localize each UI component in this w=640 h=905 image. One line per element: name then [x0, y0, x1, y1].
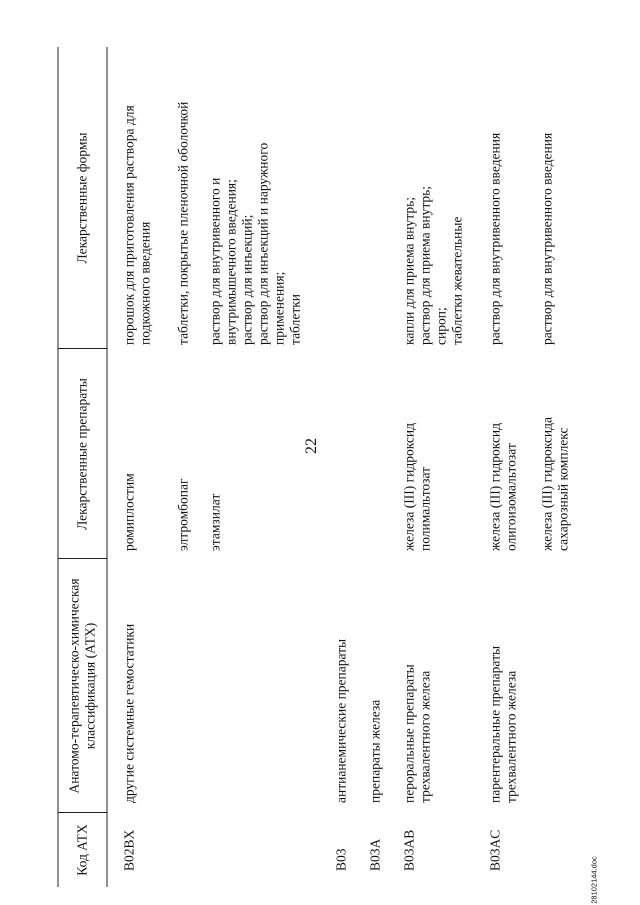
drug-name: железа (III) гидроксида сахарозный комплекс: [539, 416, 571, 551]
drug-forms: капли для приема внутрь; раствор для приема внутрь; сироп; таблетки жевательные: [401, 185, 465, 345]
drug-table: [58, 47, 583, 887]
row-atc-name: парентеральные препараты трехвалентного железа: [487, 645, 519, 803]
header-atc: Анатомо-терапевтическо-химическая классификация (АТХ): [66, 578, 98, 794]
header-divider-3: [58, 348, 108, 349]
row-code: B03: [333, 848, 349, 871]
drug-name: железа (III) гидроксид олигоизомальтозат: [487, 422, 519, 551]
row-code: B02BX: [121, 829, 137, 871]
drug-forms: раствор для внутривенного введения: [487, 132, 503, 345]
row-code: B03AB: [401, 829, 417, 871]
page-number: 22: [303, 438, 320, 454]
drug-name: ромиплостим: [121, 473, 137, 551]
row-code: B03AC: [487, 829, 503, 871]
drug-forms: таблетки, покрытые пленочной оболочкой: [175, 101, 191, 345]
header-drugs: Лекарственные препараты: [74, 378, 90, 530]
row-atc-name: препараты железа: [367, 699, 383, 803]
row-atc-name: антианемические препараты: [333, 638, 349, 803]
drug-forms: порошок для приготовления раствора для подкожного введения: [121, 105, 153, 345]
drug-name: элтромбопаг: [175, 478, 191, 551]
document-id: 28102144.doc: [589, 856, 599, 904]
row-atc-name: другие системные гемостатики: [121, 623, 137, 803]
drug-name: железа (III) гидроксид полимальтозат: [401, 422, 433, 551]
row-atc-name: пероральные препараты трехвалентного железа: [401, 664, 433, 803]
drug-forms: раствор для внутривенного и внутримышечного введения; раствор для инъекций; раствор для инъекций и наружного применения; таблетки: [207, 142, 303, 345]
drug-name: этамзилат: [207, 493, 223, 551]
header-code: Код АТХ: [74, 824, 90, 876]
header-divider-2: [58, 558, 108, 559]
header-forms: Лекарственные формы: [74, 132, 90, 264]
row-code: B03A: [367, 838, 383, 871]
drug-forms: раствор для внутривенного введения: [539, 132, 555, 345]
